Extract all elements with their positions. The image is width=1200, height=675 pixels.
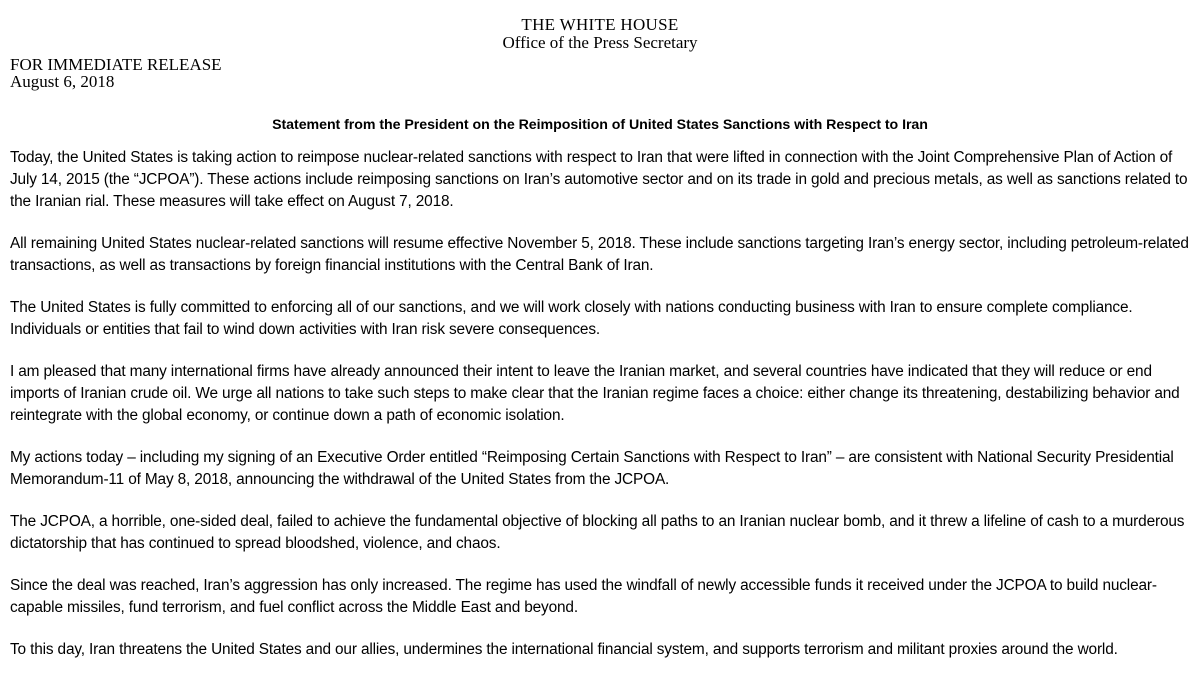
release-date: August 6, 2018: [10, 72, 115, 91]
letterhead-org: THE WHITE HOUSE: [521, 15, 679, 34]
paragraph: The JCPOA, a horrible, one-sided deal, failed to achieve the fundamental objective of blocking all paths to an Iranian nuclear bomb, and it threw a lifeline of cash to a murderous dictatorship that has continued to spread bloodshed, violence, and chaos.: [10, 513, 1185, 552]
statement-title: Statement from the President on the Reimposition of United States Sanctions with Respect to Iran: [272, 117, 928, 133]
statement-body: [10, 147, 1190, 661]
paragraph: All remaining United States nuclear-related sanctions will resume effective November 5, 2018. These include sanctions targeting Iran’s energy sector, including petroleum-related transactions, as well as transactions by foreign financial institutions with the Central Bank of Iran.: [10, 235, 1189, 274]
release-block: [10, 56, 1190, 90]
release-label: FOR IMMEDIATE RELEASE: [10, 55, 222, 74]
paragraph: The United States is fully committed to enforcing all of our sanctions, and we will work closely with nations conducting business with Iran to ensure complete compliance. Individuals or entities that fail to wind down activities with Iran risk severe consequences.: [10, 299, 1133, 338]
paragraph: To this day, Iran threatens the United States and our allies, undermines the international financial system, and supports terrorism and militant proxies around the world.: [10, 641, 1118, 658]
paragraph: Today, the United States is taking action to reimpose nuclear-related sanctions with respect to Iran that were lifted in connection with the Joint Comprehensive Plan of Action of July 14, 2015 (the “JCPOA”). These actions include reimposing sanctions on Iran’s automotive sector and on its trade in gold and precious metals, as well as sanctions related to the Iranian rial. These measures will take effect on August 7, 2018.: [10, 149, 1188, 210]
paragraph: Since the deal was reached, Iran’s aggression has only increased. The regime has used the windfall of newly accessible funds it received under the JCPOA to build nuclear-capable missiles, fund terrorism, and fuel conflict across the Middle East and beyond.: [10, 577, 1157, 616]
paragraph: My actions today – including my signing of an Executive Order entitled “Reimposing Certain Sanctions with Respect to Iran” – are consistent with National Security Presidential Memorandum-11 of May 8, 2018, announcing the withdrawal of the United States from the JCPOA.: [10, 449, 1174, 488]
letterhead-office: Office of the Press Secretary: [502, 33, 698, 52]
letterhead: [10, 16, 1190, 52]
paragraph: I am pleased that many international firms have already announced their intent to leave the Iranian market, and several countries have indicated that they will reduce or end imports of Iranian crude oil. We urge all nations to take such steps to make clear that the Iranian regime faces a choice: either change its threatening, destabilizing behavior and reintegrate with the global economy, or continue down a path of economic isolation.: [10, 363, 1180, 424]
